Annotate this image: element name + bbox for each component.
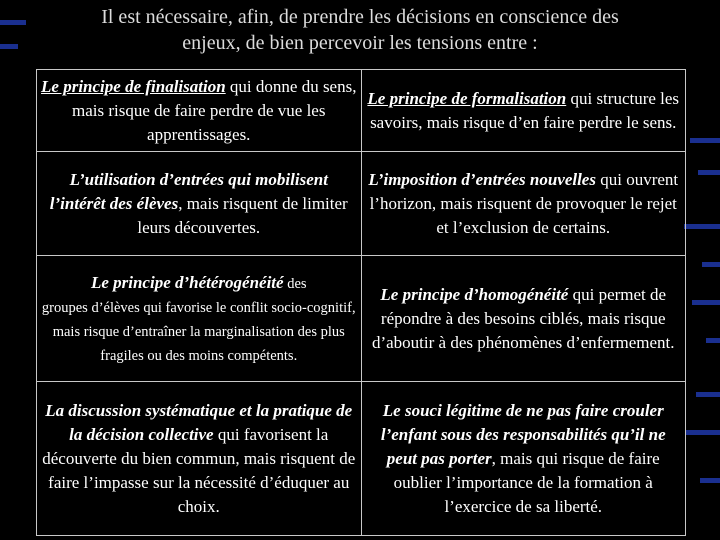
cell-emph: Le principe d’homogénéité: [380, 284, 569, 304]
cell-text: , mais qui risque de faire oublier l’importance de la formation à l’exercice de sa liberté.: [393, 448, 660, 516]
cell-text-head: des: [283, 275, 307, 292]
table-row: [37, 70, 686, 152]
tensions-table: [36, 69, 686, 536]
cell-text: qui permet de répondre à des besoins ciblés, mais risque d’aboutir à des phénomènes d’enfermement.: [371, 284, 675, 352]
table-row: [37, 382, 686, 536]
cell-heterogeneite: [37, 256, 362, 382]
title-line-2: enjeux, de bien percevoir les tensions entre :: [182, 32, 538, 54]
cell-souci: [361, 382, 686, 536]
cell-finalisation: [37, 70, 362, 152]
cell-entrees-mobilisent: [37, 152, 362, 256]
cell-emph: L’utilisation d’entrées qui mobilisent l’intérêt des élèves: [49, 169, 328, 213]
cell-text: qui ouvrent l’horizon, mais risquent de provoquer le rejet et l’exclusion de certains.: [369, 169, 679, 237]
cell-formalisation: [361, 70, 686, 152]
cell-text: qui structure les savoirs, mais risque d’en faire perdre le sens.: [370, 88, 680, 132]
cell-emph: Le principe d’hétérogénéité: [90, 272, 284, 292]
table-row: [37, 152, 686, 256]
cell-text: groupes d’élèves qui favorise le conflit socio-cognitif, mais risque d’entraîner la marginalisation des plus fragiles ou des moins compétents.: [41, 299, 356, 364]
table-row: [37, 256, 686, 382]
cell-emph: Le principe de finalisation: [41, 76, 226, 96]
cell-discussion: [37, 382, 362, 536]
cell-text: qui favorisent la découverte du bien commun, mais risquent de faire l’impasse sur la nécessité d’éduquer au choix.: [42, 424, 356, 516]
cell-emph: Le principe de formalisation: [367, 88, 567, 108]
cell-text: , mais risquent de limiter leurs découvertes.: [137, 193, 348, 237]
cell-emph: L’imposition d’entrées nouvelles: [368, 169, 596, 189]
title-line-1: Il est nécessaire, afin, de prendre les décisions en conscience des: [101, 6, 619, 28]
cell-emph: Le souci légitime de ne pas faire crouler l’enfant sous des responsabilités qu’il ne peut pas porter: [380, 400, 666, 468]
cell-text: qui donne du sens, mais risque de faire perdre de vue les apprentissages.: [72, 76, 357, 144]
cell-emph: La discussion systématique et la pratique de la décision collective: [45, 400, 353, 444]
cell-homogeneite: [361, 256, 686, 382]
cell-entrees-nouvelles: [361, 152, 686, 256]
page-title: [10, 4, 710, 56]
